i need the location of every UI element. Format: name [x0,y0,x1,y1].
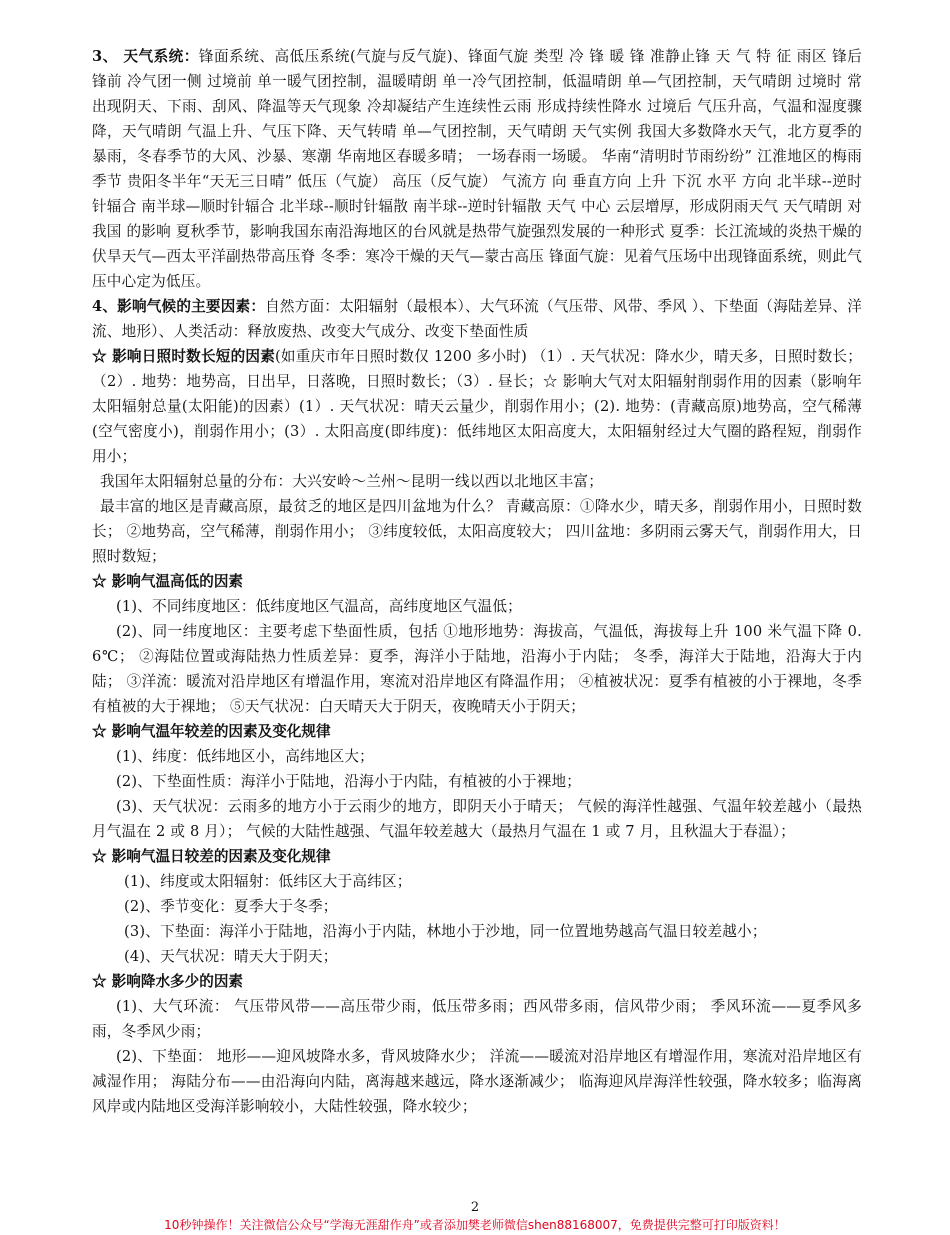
document-body [92,44,862,1119]
daily-range-item-3: (3)、下垫面：海洋小于陆地，沿海小于内陆，林地小于沙地，同一位置地势越高气温日较差越小； [124,923,767,940]
annual-range-item-2: (2)、下垫面性质：海洋小于陆地，沿海小于内陆，有植被的小于裸地； [116,773,582,790]
precipitation-item-1: (1)、大气环流： 气压带风带——高压带少雨，低压带多雨；西风带多雨，信风带少雨； 季风环流——夏季风多雨，冬季风少雨； [92,998,862,1040]
sunshine-paragraph [92,344,862,469]
temperature-item-2: (2)、同一纬度地区：主要考虑下垫面性质，包括 ①地形地势：海拔高，气温低，海拔每上升 100 米气温下降 0.6℃； ②海陆位置或海陆热力性质差异：夏季，海洋小于陆地，沿海小于内陆； 冬季，海洋大于陆地，沿海大于内陆； ③洋流：暖流对沿岸地区有增温作用，寒流对沿岸地区有降温作用； ④植被状况：夏季有植被的小于裸地，冬季有植被的大于裸地； ⑤天气状况：白天晴天大于阴天，夜晚晴天小于阴天； [92,623,862,715]
precipitation-heading: ☆ 影响降水多少的因素 [92,973,244,990]
section-4-heading: 4、影响气候的主要因素： [92,298,266,315]
section-3-paragraph [92,44,862,294]
section-3-heading: 3、 天气系统： [92,48,199,65]
richest-region-paragraph: 最丰富的地区是青藏高原，最贫乏的地区是四川盆地为什么？ 青藏高原：①降水少，晴天多，削弱作用小，日照时数长； ②地势高，空气稀薄，削弱作用小； ③纬度较低，太阳高度较大； 四川盆地：多阴雨云雾天气，削弱作用大，日照时数短； [92,498,862,565]
daily-range-item-2: (2)、季节变化：夏季大于冬季； [124,898,338,915]
annual-range-item-3: (3)、天气状况：云雨多的地方小于云雨少的地方，即阴天小于晴天； 气候的海洋性越强、气温年较差越小（最热月气温在 2 或 8 月）； 气候的大陆性越强、气温年较差越大（最热月气温在 1 或 7 月，且秋温大于春温）； [92,798,862,840]
daily-range-item-4: (4)、天气状况：晴天大于阴天； [124,948,338,965]
sunshine-heading: ☆ 影响日照时数长短的因素 [92,348,276,365]
daily-range-item-1: (1)、纬度或太阳辐射：低纬区大于高纬区； [124,873,412,890]
section-4-paragraph [92,294,862,344]
footer-promo: 10秒钟操作！关注微信公众号“学海无涯甜作舟”或者添加樊老师微信shen88168007，免费提供完整可打印版资料！ [164,1218,786,1232]
annual-range-item-1: (1)、纬度：低纬地区小，高纬地区大； [116,748,374,765]
precipitation-item-2: (2)、下垫面： 地形——迎风坡降水多，背风坡降水少； 洋流——暖流对沿岸地区有增湿作用，寒流对沿岸地区有减湿作用； 海陆分布——由沿海向内陆，离海越来越远，降水逐渐减少； 临海迎风岸海洋性较强，降水较多；临海离风岸或内陆地区受海洋影响较小，大陆性较强，降水较少； [92,1048,862,1115]
daily-range-heading: ☆ 影响气温日较差的因素及变化规律 [92,848,331,865]
temperature-heading: ☆ 影响气温高低的因素 [92,573,244,590]
annual-range-heading: ☆ 影响气温年较差的因素及变化规律 [92,723,331,740]
china-radiation-paragraph: 我国年太阳辐射总量的分布：大兴安岭～兰州～昆明一线以西以北地区丰富； [100,473,603,490]
section-4-text: 自然方面：太阳辐射（最根本）、大气环流（气压带、风带、季风 ）、下垫面（海陆差异、洋流、地形）、人类活动：释放废热、改变大气成分、改变下垫面性质 [92,298,862,340]
page-number: 2 [470,1200,480,1215]
section-3-text: 锋面系统、高低压系统(气旋与反气旋)、锋面气旋 类型 冷 锋 暖 锋 准静止锋 天 气 特 征 雨区 锋后 锋前 冷气团一侧 过境前 单一暖气团控制，温暖晴朗 单一冷气团控制，低温晴朗 单—气团控制，天气晴朗 过境时 常出现阴天、下雨、刮风、降温等天气现象 冷却凝结产生连续性云雨 形成持续性降水 过境后 气压升高，气温和湿度骤降，天气晴朗 气温上升、气压下降、天气转晴 单—气团控制，天气晴朗 天气实例 我国大多数降水天气，北方夏季的暴雨，冬春季节的大风、沙暴、寒潮 华南地区春暖多晴； 一场春雨一场暖。 华南“清明时节雨纷纷” 江淮地区的梅雨季节 贵阳冬半年“天无三日晴” 低压（气旋） 高压（反气旋） 气流方 向 垂直方向 上升 下沉 水平 方向 北半球--逆时针辐合 南半球—顺时针辐合 北半球--顺时针辐散 南半球--逆时针辐散 天气 中心 云层增厚，形成阴雨天气 天气晴朗 对我国 的影响 夏秋季节，影响我国东南沿海地区的台风就是热带气旋强烈发展的一种形式 夏季：长江流域的炎热干燥的伏旱天气—西太平洋副热带高压脊 冬季：寒冷干燥的天气—蒙古高压 锋面气旋：见着气压场中出现锋面系统，则此气压中心定为低压。 [92,48,862,290]
sunshine-text: (如重庆市年日照时数仅 1200 多小时) （1）. 天气状况：降水少，晴天多，日照时数长；（2）. 地势：地势高，日出早，日落晚，日照时数长；（3）. 昼长；☆ 影响大气对太阳辐射削弱作用的因素（影响年太阳辐射总量(太阳能)的因素）(1）. 天气状况：晴天云量少，削弱作用小；(2). 地势：(青藏高原)地势高，空气稀薄(空气密度小)，削弱作用小；(3）. 太阳高度(即纬度)：低纬地区太阳高度大，太阳辐射经过大气圈的路程短，削弱作用小； [92,348,862,465]
temperature-item-1: (1)、不同纬度地区：低纬度地区气温高，高纬度地区气温低； [116,598,522,615]
